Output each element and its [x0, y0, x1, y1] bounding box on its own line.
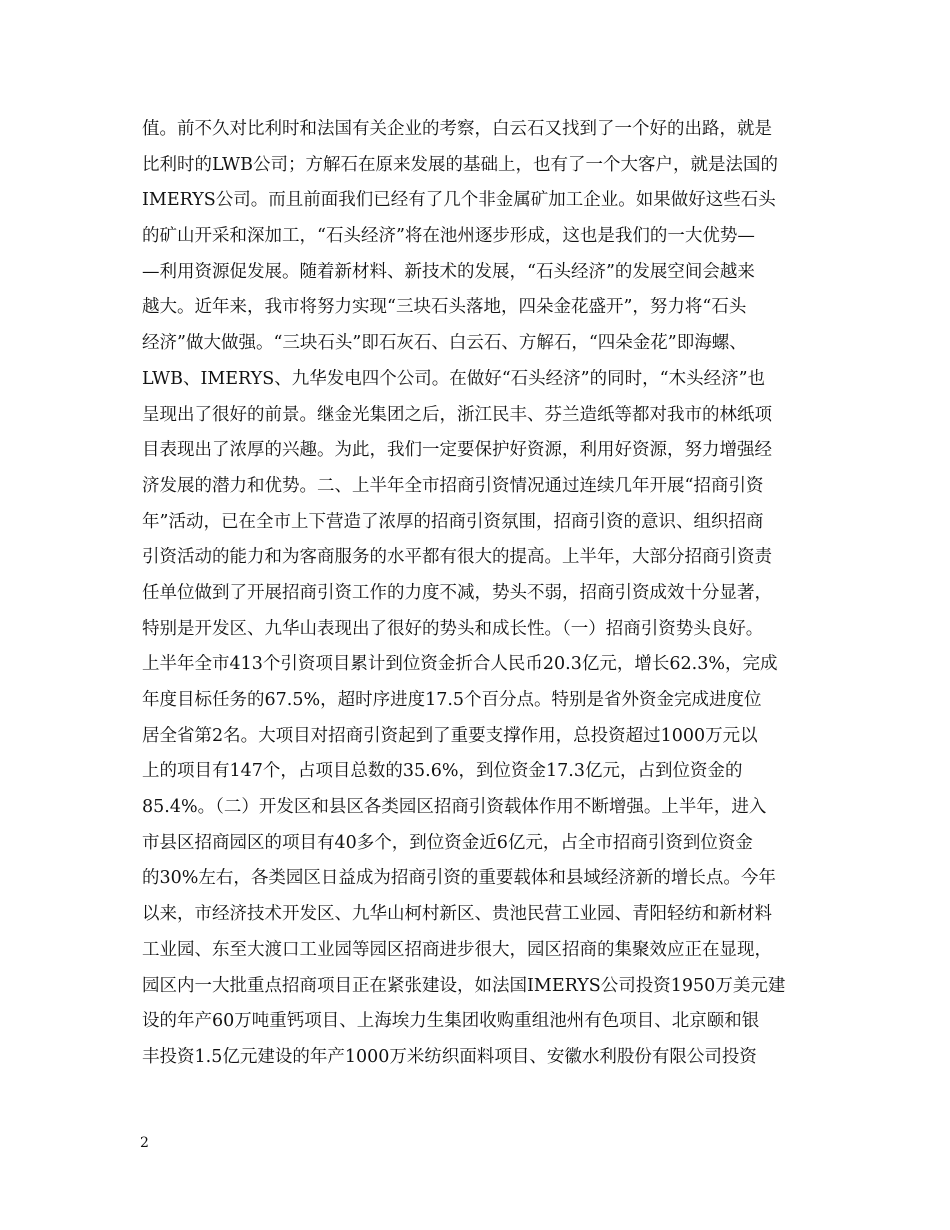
text-line-25: 园区内一大批重点招商项目正在紧张建设，如法国IMERYS公司投资1950万美元建 — [142, 975, 786, 996]
text-line-19: 上的项目有147个，占项目总数的35.6%，到位资金17.3亿元，占到位资金的 — [142, 761, 743, 782]
text-line-27: 丰投资1.5亿元建设的年产1000万米纺织面料项目、安徽水利股份有限公司投资 — [142, 1046, 757, 1067]
text-line-14: 任单位做到了开展招商引资工作的力度不减，势头不弱，招商引资成效十分显著， — [142, 582, 772, 603]
text-line-7: 经济”做大做强。“三块石头”即石灰石、白云石、方解石，“四朵金花”即海螺、 — [142, 333, 747, 354]
text-line-15: 特别是开发区、九华山表现出了很好的势头和成长性。（一）招商引资势头良好。 — [142, 618, 764, 639]
text-line-21: 市县区招商园区的项目有40多个，到位资金近6亿元，占全市招商引资到位资金 — [142, 832, 753, 853]
text-line-23: 以来，市经济技术开发区、九华山柯村新区、贵池民营工业园、青阳轻纺和新材料 — [142, 904, 772, 925]
text-line-17: 年度目标任务的67.5%，超时序进度17.5个百分点。特别是省外资金完成进度位 — [142, 690, 762, 710]
body-text — [142, 112, 822, 1076]
text-line-18: 居全省第2名。大项目对招商引资起到了重要支撑作用，总投资超过1000万元以 — [142, 725, 758, 746]
text-line-8: LWB、IMERYS、九华发电四个公司。在做好“石头经济”的同时，“木头经济”也 — [142, 368, 766, 389]
text-line-12: 年”活动，已在全市上下营造了浓厚的招商引资氛围，招商引资的意识、组织招商 — [142, 511, 764, 532]
text-line-11: 济发展的潜力和优势。二、上半年全市招商引资情况通过连续几年开展“招商引资 — [142, 475, 764, 496]
text-line-16: 上半年全市413个引资项目累计到位资金折合人民币20.3亿元，增长62.3%，完成 — [142, 654, 778, 675]
text-line-22: 的30%左右，各类园区日益成为招商引资的重要载体和县域经济新的增长点。今年 — [142, 868, 776, 889]
text-line-10: 目表现出了浓厚的兴趣。为此，我们一定要保护好资源，利用好资源，努力增强经 — [142, 440, 772, 461]
text-line-1: 值。前不久对比利时和法国有关企业的考察，白云石又找到了一个好的出路，就是 — [142, 119, 772, 139]
text-line-3: IMERYS公司。而且前面我们已经有了几个非金属矿加工企业。如果做好这些石头 — [142, 190, 776, 211]
text-line-24: 工业园、东至大渡口工业园等园区招商进步很大，园区招商的集聚效应正在显现， — [142, 939, 772, 960]
text-line-13: 引资活动的能力和为客商服务的水平都有很大的提高。上半年，大部分招商引资责 — [142, 547, 772, 568]
text-line-20: 85.4%。（二）开发区和县区各类园区招商引资载体作用不断增强。上半年，进入 — [142, 797, 767, 818]
text-line-2: 比利时的LWB公司；方解石在原来发展的基础上，也有了一个大客户，就是法国的 — [142, 154, 778, 175]
text-line-9: 呈现出了很好的前景。继金光集团之后，浙江民丰、芬兰造纸等都对我市的林纸项 — [142, 404, 772, 425]
page-number: 2 — [140, 1135, 149, 1151]
text-line-4: 的矿山开采和深加工，“石头经济”将在池州逐步形成，这也是我们的一大优势— — [142, 226, 755, 247]
text-line-5: —利用资源促发展。随着新材料、新技术的发展，“石头经济”的发展空间会越来 — [142, 261, 755, 282]
text-line-26: 设的年产60万吨重钙项目、上海埃力生集团收购重组池州有色项目、北京颐和银 — [142, 1011, 760, 1032]
text-line-6: 越大。近年来，我市将努力实现“三块石头落地，四朵金花盛开”，努力将“石头 — [142, 297, 747, 318]
